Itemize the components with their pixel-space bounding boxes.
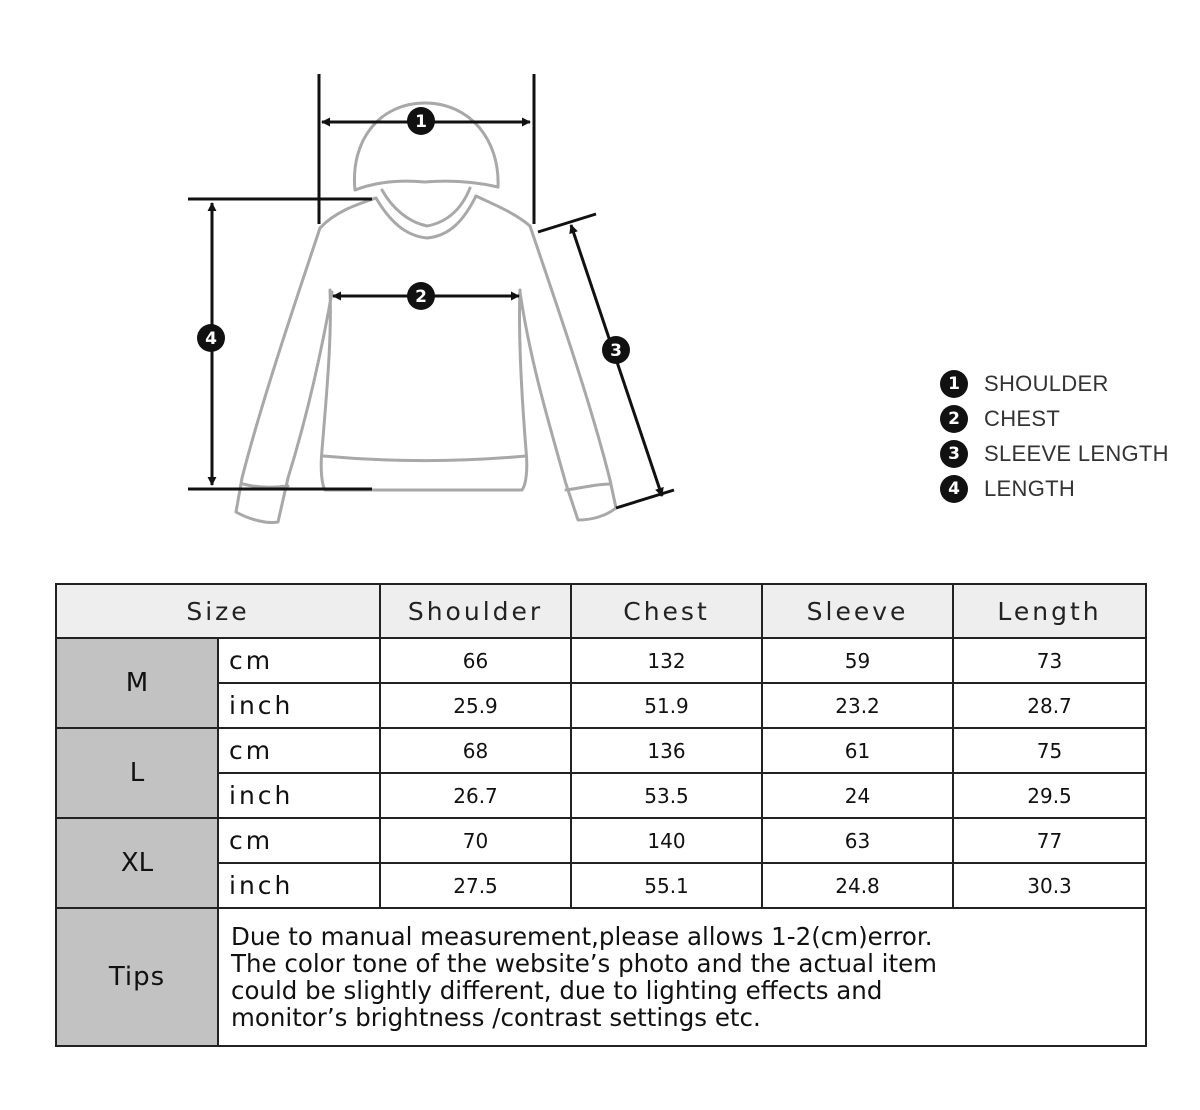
value-cell: 26.7 — [380, 773, 571, 818]
tips-row — [56, 908, 1146, 1046]
value-cell: 136 — [571, 728, 762, 773]
legend-item-shoulder — [940, 366, 1169, 401]
unit-cell: cm — [218, 728, 380, 773]
value-cell: 68 — [380, 728, 571, 773]
value-cell: 61 — [762, 728, 953, 773]
value-cell: 55.1 — [571, 863, 762, 908]
legend-number: 3 — [940, 440, 968, 468]
value-cell: 25.9 — [380, 683, 571, 728]
header-shoulder: Shoulder — [380, 584, 571, 638]
header-size: Size — [56, 584, 380, 638]
legend-number: 2 — [940, 405, 968, 433]
value-cell: 66 — [380, 638, 571, 683]
value-cell: 77 — [953, 818, 1146, 863]
unit-cell: cm — [218, 638, 380, 683]
legend-number: 4 — [940, 475, 968, 503]
legend-item-length — [940, 471, 1169, 506]
value-cell: 63 — [762, 818, 953, 863]
legend-number: 1 — [940, 370, 968, 398]
value-cell: 51.9 — [571, 683, 762, 728]
header-length: Length — [953, 584, 1146, 638]
legend-label: CHEST — [984, 405, 1061, 431]
value-cell: 24.8 — [762, 863, 953, 908]
table-row — [56, 638, 1146, 683]
table-row — [56, 728, 1146, 773]
marker-1 — [407, 107, 435, 135]
tips-text — [218, 908, 1146, 1046]
value-cell: 29.5 — [953, 773, 1146, 818]
unit-cell: inch — [218, 773, 380, 818]
unit-cell: cm — [218, 818, 380, 863]
unit-cell: inch — [218, 683, 380, 728]
measurement-legend — [940, 366, 1169, 506]
unit-cell: inch — [218, 863, 380, 908]
table-row — [56, 683, 1146, 728]
value-cell: 24 — [762, 773, 953, 818]
value-cell: 70 — [380, 818, 571, 863]
header-chest: Chest — [571, 584, 762, 638]
tips-line: monitor’s brightness /contrast settings etc. — [231, 1003, 761, 1032]
legend-item-sleeve-length — [940, 436, 1169, 471]
legend-item-chest — [940, 401, 1169, 436]
legend-label: SLEEVE LENGTH — [984, 440, 1169, 466]
tips-line: could be slightly different, due to lighting effects and — [231, 976, 883, 1005]
hoodie-outline — [236, 103, 616, 523]
value-cell: 28.7 — [953, 683, 1146, 728]
size-chart-table — [55, 583, 1147, 1047]
value-cell: 27.5 — [380, 863, 571, 908]
legend-label: SHOULDER — [984, 370, 1109, 396]
legend-label: LENGTH — [984, 475, 1076, 501]
size-label-m: M — [56, 638, 218, 728]
size-label-l: L — [56, 728, 218, 818]
header-sleeve: Sleeve — [762, 584, 953, 638]
marker-2-label: 2 — [415, 287, 427, 307]
table-row — [56, 863, 1146, 908]
tips-line: Due to manual measurement,please allows 1-2(cm)error. — [231, 922, 933, 951]
table-row — [56, 773, 1146, 818]
table-row — [56, 818, 1146, 863]
value-cell: 30.3 — [953, 863, 1146, 908]
value-cell: 59 — [762, 638, 953, 683]
tips-line: The color tone of the website’s photo and the actual item — [231, 949, 938, 978]
size-label-xl: XL — [56, 818, 218, 908]
table-header-row — [56, 584, 1146, 638]
marker-2 — [407, 282, 435, 310]
value-cell: 132 — [571, 638, 762, 683]
value-cell: 23.2 — [762, 683, 953, 728]
value-cell: 73 — [953, 638, 1146, 683]
marker-1-label: 1 — [415, 112, 427, 132]
value-cell: 140 — [571, 818, 762, 863]
marker-4 — [197, 324, 225, 352]
value-cell: 75 — [953, 728, 1146, 773]
value-cell: 53.5 — [571, 773, 762, 818]
tips-label: Tips — [56, 908, 218, 1046]
marker-4-label: 4 — [205, 329, 217, 349]
marker-3-label: 3 — [610, 341, 622, 361]
marker-3 — [602, 336, 630, 364]
